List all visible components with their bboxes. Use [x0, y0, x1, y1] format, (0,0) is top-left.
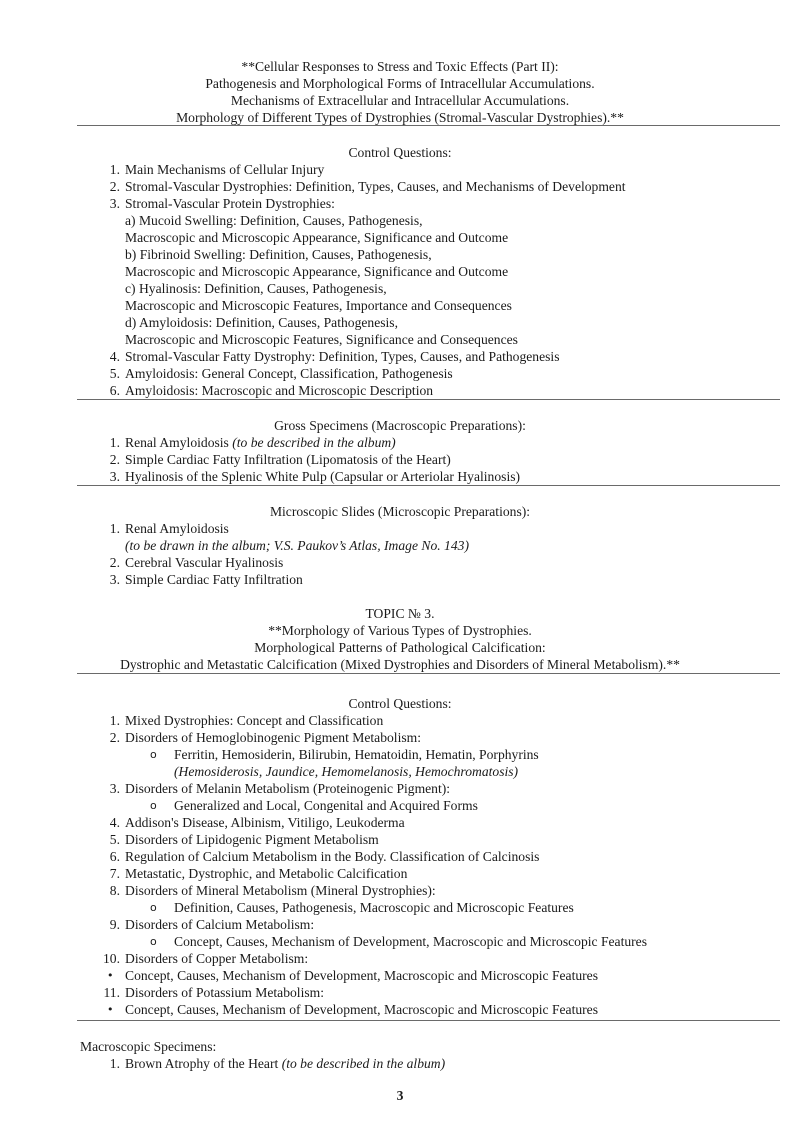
control-questions-list [80, 161, 780, 399]
item-label: Renal Amyloidosis [125, 435, 233, 450]
list-item [80, 178, 780, 195]
list-item [80, 195, 780, 212]
section-heading: Macroscopic Specimens: [80, 1039, 217, 1054]
item-text: Disorders of Copper Metabolism: [125, 951, 309, 966]
item-note: (to be described in the album) [232, 435, 396, 450]
sub-item [80, 899, 780, 916]
list-item [80, 865, 780, 882]
list-item [80, 571, 780, 588]
list-item [80, 348, 780, 365]
item-number: 2. [109, 452, 120, 467]
circle-bullet-icon: o [150, 748, 157, 761]
item-text: Disorders of Potassium Metabolism: [125, 985, 324, 1000]
item-number: 2. [109, 179, 120, 194]
item-number: 2. [109, 555, 120, 570]
topic-line-1: **Morphology of Various Types of Dystrophies. [268, 623, 532, 638]
item-text [125, 1055, 445, 1072]
sub-line: d) Amyloidosis: Definition, Causes, Pathogenesis, [125, 315, 398, 330]
item-note: (Hemosiderosis, Jaundice, Hemomelanosis, Hemochromatosis) [174, 764, 519, 779]
item-text: Mixed Dystrophies: Concept and Classification [125, 713, 384, 728]
item-number: 3. [109, 469, 120, 484]
topic-line-3: Dystrophic and Metastatic Calcification (Mixed Dystrophies and Disorders of Mineral Metabolism).** [120, 657, 680, 672]
item-text: Metastatic, Dystrophic, and Metabolic Calcification [125, 866, 408, 881]
microscopic-slides-list [80, 520, 780, 588]
list-item [80, 831, 780, 848]
item-text: Stromal-Vascular Fatty Dystrophy: Definition, Types, Causes, and Pathogenesis [125, 349, 560, 364]
item-text: Concept, Causes, Mechanism of Development, Macroscopic and Microscopic Features [174, 934, 648, 949]
item-number: 9. [109, 917, 120, 932]
macroscopic-specimens-section [80, 1038, 780, 1072]
item-text: Simple Cardiac Fatty Infiltration [125, 572, 303, 587]
sub-line: Macroscopic and Microscopic Features, Importance and Consequences [125, 298, 512, 313]
item-text: Ferritin, Hemosiderin, Bilirubin, Hematoidin, Hematin, Porphyrins [174, 747, 539, 762]
list-item [80, 916, 780, 933]
item-text: Simple Cardiac Fatty Infiltration (Lipomatosis of the Heart) [125, 452, 451, 467]
item-number: 3. [109, 572, 120, 587]
control-questions-heading [0, 695, 800, 712]
divider [77, 1020, 780, 1021]
dot-bullet-icon: • [107, 1003, 114, 1016]
topic-line-2: Morphological Patterns of Pathological Calcification: [254, 640, 546, 655]
item-number: 1. [109, 1056, 120, 1071]
item-number: 5. [109, 832, 120, 847]
item-number: 6. [109, 849, 120, 864]
list-item [80, 520, 780, 537]
divider [77, 125, 780, 126]
heading-text: Control Questions: [348, 696, 452, 711]
sub-item [80, 933, 780, 950]
item-text: Disorders of Mineral Metabolism (Mineral Dystrophies): [125, 883, 436, 898]
list-item [80, 554, 780, 571]
dot-bullet-icon: • [107, 969, 114, 982]
item-text: Concept, Causes, Mechanism of Development, Macroscopic and Microscopic Features [125, 968, 599, 983]
header-line-1: **Cellular Responses to Stress and Toxic Effects (Part II): [241, 59, 559, 74]
item-note: (to be described in the album) [281, 1056, 446, 1071]
gross-specimens-heading [0, 417, 800, 434]
bullet-item [80, 1001, 780, 1018]
divider [77, 399, 780, 400]
topic-label: TOPIC № 3. [365, 606, 435, 621]
item-text: Amyloidosis: Macroscopic and Microscopic Description [125, 383, 434, 398]
item-number: 10. [103, 951, 120, 966]
sub-line: c) Hyalinosis: Definition, Causes, Pathogenesis, [125, 281, 387, 296]
list-item [80, 712, 780, 729]
sub-line: Macroscopic and Microscopic Features, Significance and Consequences [125, 332, 518, 347]
header-line-3: Mechanisms of Extracellular and Intracellular Accumulations. [230, 93, 570, 108]
item-number: 8. [109, 883, 120, 898]
control-questions-list [80, 712, 780, 1018]
item-number: 1. [109, 713, 120, 728]
item-number: 1. [109, 521, 120, 536]
circle-bullet-icon: o [150, 799, 157, 812]
item-number: 4. [109, 349, 120, 364]
page-footer [0, 1087, 800, 1104]
item-number: 7. [109, 866, 120, 881]
divider [77, 673, 780, 674]
item-number: 3. [109, 781, 120, 796]
item-label: Brown Atrophy of the Heart [125, 1056, 282, 1071]
item-note: (to be drawn in the album; V.S. Paukov’s Atlas, Image No. 143) [125, 538, 469, 553]
heading-text: Control Questions: [348, 145, 452, 160]
list-item [80, 468, 780, 485]
bullet-item [80, 967, 780, 984]
topic-header [0, 605, 800, 673]
item-text: Disorders of Lipidogenic Pigment Metabolism [125, 832, 379, 847]
list-item [80, 950, 780, 967]
item-text [125, 434, 396, 451]
item-text: Disorders of Calcium Metabolism: [125, 917, 315, 932]
item-text: Disorders of Melanin Metabolism (Proteinogenic Pigment): [125, 781, 451, 796]
list-item [80, 365, 780, 382]
item-text: Hyalinosis of the Splenic White Pulp (Capsular or Arteriolar Hyalinosis) [125, 469, 521, 484]
item-number: 6. [109, 383, 120, 398]
item-number: 3. [109, 196, 120, 211]
gross-specimens-list [80, 434, 780, 485]
sub-line: Macroscopic and Microscopic Appearance, Significance and Outcome [125, 230, 509, 245]
header-line-4: Morphology of Different Types of Dystrophies (Stromal-Vascular Dystrophies).** [176, 110, 624, 125]
item-text: Addison's Disease, Albinism, Vitiligo, Leukoderma [125, 815, 405, 830]
list-item [80, 1055, 780, 1072]
list-item [80, 434, 780, 451]
item-text: Concept, Causes, Mechanism of Development, Macroscopic and Microscopic Features [125, 1002, 599, 1017]
item-number: 2. [109, 730, 120, 745]
list-item [80, 729, 780, 746]
item-text: Main Mechanisms of Cellular Injury [125, 162, 325, 177]
item-text: Amyloidosis: General Concept, Classification, Pathogenesis [125, 366, 453, 381]
list-item [80, 814, 780, 831]
sub-line: a) Mucoid Swelling: Definition, Causes, Pathogenesis, [125, 213, 423, 228]
heading-text: Microscopic Slides (Microscopic Preparations): [269, 504, 531, 519]
item-number: 5. [109, 366, 120, 381]
header-line-2: Pathogenesis and Morphological Forms of Intracellular Accumulations. [205, 76, 595, 91]
item-text: Disorders of Hemoglobinogenic Pigment Metabolism: [125, 730, 422, 745]
item-number: 1. [109, 435, 120, 450]
item-text: Regulation of Calcium Metabolism in the Body. Classification of Calcinosis [125, 849, 540, 864]
list-item [80, 780, 780, 797]
page-number: 3 [396, 1088, 404, 1103]
item-number: 11. [103, 985, 120, 1000]
microscopic-slides-heading [0, 503, 800, 520]
item-text: Generalized and Local, Congenital and Acquired Forms [174, 798, 478, 813]
list-item [80, 882, 780, 899]
list-item [80, 451, 780, 468]
item-text: Cerebral Vascular Hyalinosis [125, 555, 284, 570]
list-item [80, 382, 780, 399]
item-number: 4. [109, 815, 120, 830]
item-text: Renal Amyloidosis [125, 521, 229, 536]
divider [77, 485, 780, 486]
item-text: Definition, Causes, Pathogenesis, Macroscopic and Microscopic Features [174, 900, 574, 915]
list-item [80, 984, 780, 1001]
item-text: Stromal-Vascular Protein Dystrophies: [125, 196, 335, 211]
sub-item [80, 746, 780, 763]
item-text: Stromal-Vascular Dystrophies: Definition, Types, Causes, and Mechanisms of Development [125, 179, 626, 194]
sub-item [80, 797, 780, 814]
sub-line: b) Fibrinoid Swelling: Definition, Causes, Pathogenesis, [125, 247, 432, 262]
circle-bullet-icon: o [150, 901, 157, 914]
item-number: 1. [109, 162, 120, 177]
section-header [0, 58, 800, 126]
control-questions-heading [0, 144, 800, 161]
circle-bullet-icon: o [150, 935, 157, 948]
heading-text: Gross Specimens (Macroscopic Preparations): [274, 418, 526, 433]
sub-line: Macroscopic and Microscopic Appearance, Significance and Outcome [125, 264, 509, 279]
list-item [80, 848, 780, 865]
list-item [80, 161, 780, 178]
